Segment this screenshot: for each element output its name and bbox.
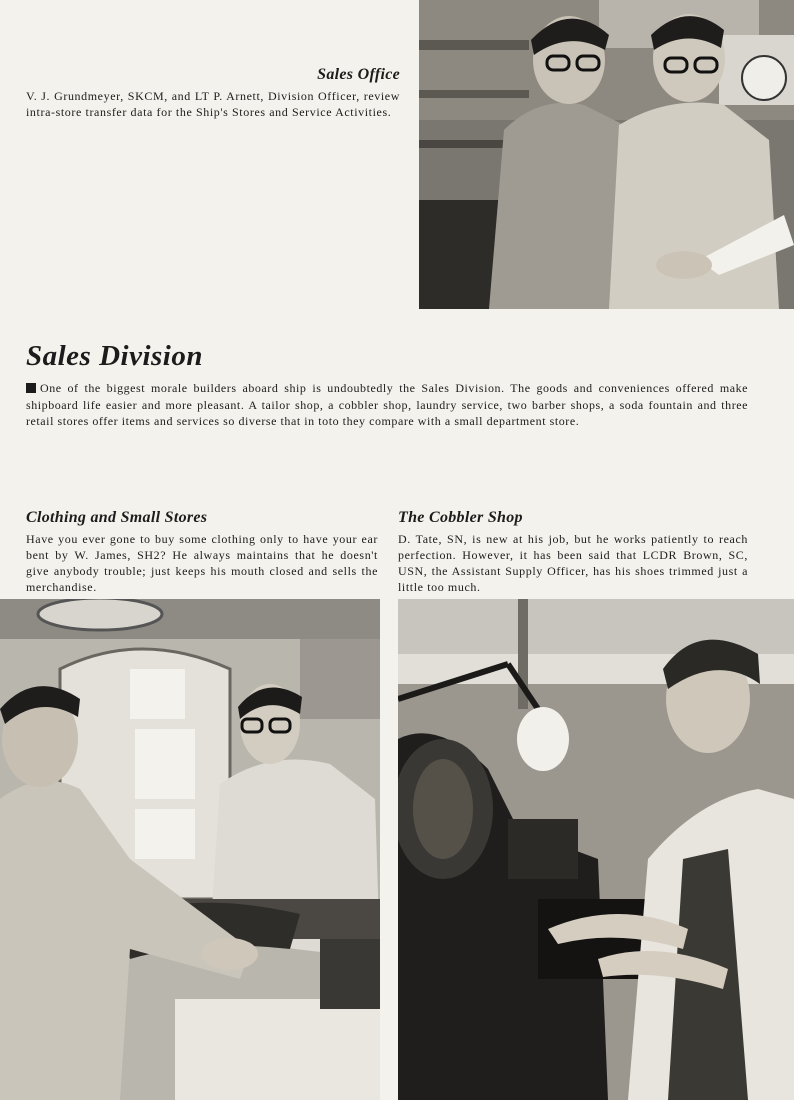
sales-division-intro xyxy=(26,380,748,430)
sales-office-heading: Sales Office xyxy=(317,66,400,83)
clothing-heading: Clothing and Small Stores xyxy=(26,509,208,526)
clothing-text: Have you ever gone to buy some clothing only to have your ear bent by W. James, SH2? He always maintains that he doesn't give anybody trouble; just keeps his mouth closed and sells the merchandise. xyxy=(26,532,378,594)
cobbler-heading: The Cobbler Shop xyxy=(398,509,523,526)
sales-office-photo xyxy=(419,0,794,309)
sales-division-title: Sales Division xyxy=(26,340,203,372)
sales-office-caption xyxy=(26,66,400,120)
cobbler-text: D. Tate, SN, is new at his job, but he works patiently to reach perfection. However, it has been said that LCDR Brown, SC, USN, the Assistant Supply Officer, has his shoes trimmed just a little too much. xyxy=(398,532,748,594)
clothing-store-photo xyxy=(0,599,380,1100)
clothing-caption xyxy=(26,509,378,595)
sales-division-intro-text: One of the biggest morale builders aboard ship is undoubtedly the Sales Division. The goods and conveniences offered make shipboard life easier and more pleasant. A tailor shop, a cobbler shop, laundry service, two barber shops, a soda fountain and three retail stores offer items and services so diverse that in toto they compare with a small department store. xyxy=(26,381,748,428)
cobbler-shop-photo xyxy=(398,599,794,1100)
bullet-square-icon xyxy=(26,383,36,393)
sales-office-text: V. J. Grundmeyer, SKCM, and LT P. Arnett, Division Officer, review intra-store transfer data for the Ship's Stores and Service Activities. xyxy=(26,89,400,119)
cobbler-caption xyxy=(398,509,748,595)
